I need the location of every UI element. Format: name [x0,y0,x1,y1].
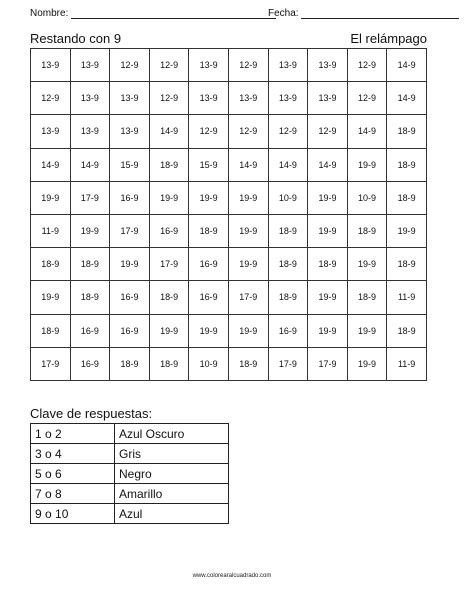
grid-row [31,281,427,314]
grid-cell: 17-9 [31,347,71,380]
grid-cell: 10-9 [268,181,308,214]
answer-key-row [31,504,229,524]
answer-key-row [31,424,229,444]
grid-cell: 17-9 [110,214,150,247]
grid-cell: 16-9 [70,314,110,347]
grid-cell: 17-9 [228,281,268,314]
grid-cell: 19-9 [308,181,348,214]
grid-cell: 10-9 [189,347,229,380]
grid-cell: 19-9 [31,181,71,214]
grid-cell: 18-9 [31,248,71,281]
grid-row [31,148,427,181]
grid-row [31,181,427,214]
grid-cell: 18-9 [70,281,110,314]
grid-cell: 13-9 [228,82,268,115]
grid-cell: 19-9 [387,214,427,247]
grid-cell: 14-9 [387,82,427,115]
grid-cell: 18-9 [31,314,71,347]
grid-cell: 18-9 [387,115,427,148]
answer-key-row [31,464,229,484]
grid-cell: 18-9 [268,248,308,281]
answer-range: 5 o 6 [31,464,115,484]
answer-color: Gris [115,444,229,464]
grid-cell: 18-9 [149,148,189,181]
grid-cell: 19-9 [149,181,189,214]
grid-cell: 19-9 [189,314,229,347]
grid-cell: 16-9 [110,181,150,214]
grid-cell: 18-9 [347,281,387,314]
grid-cell: 14-9 [387,49,427,82]
grid-cell: 12-9 [149,82,189,115]
answer-range: 1 o 2 [31,424,115,444]
grid-cell: 18-9 [149,281,189,314]
grid-cell: 18-9 [228,347,268,380]
grid-cell: 19-9 [228,214,268,247]
fecha-field [268,8,459,19]
grid-cell: 10-9 [347,181,387,214]
answer-color: Negro [115,464,229,484]
grid-cell: 19-9 [228,314,268,347]
grid-cell: 12-9 [308,115,348,148]
grid-cell: 19-9 [31,281,71,314]
grid-cell: 19-9 [110,248,150,281]
grid-cell: 14-9 [268,148,308,181]
fecha-label: Fecha: [268,8,299,19]
answer-range: 9 o 10 [31,504,115,524]
grid-cell: 13-9 [268,49,308,82]
nombre-label: Nombre: [30,8,69,19]
grid-cell: 16-9 [268,314,308,347]
problem-grid [30,48,427,381]
grid-cell: 12-9 [268,115,308,148]
grid-cell: 18-9 [387,181,427,214]
grid-cell: 18-9 [268,214,308,247]
grid-cell: 18-9 [268,281,308,314]
fecha-line [301,8,459,19]
nombre-field [30,8,276,19]
grid-cell: 14-9 [347,115,387,148]
grid-cell: 13-9 [308,49,348,82]
grid-row [31,49,427,82]
grid-row [31,248,427,281]
answer-color: Azul Oscuro [115,424,229,444]
grid-cell: 14-9 [70,148,110,181]
grid-cell: 12-9 [189,115,229,148]
grid-cell: 13-9 [189,82,229,115]
grid-cell: 11-9 [387,347,427,380]
grid-cell: 18-9 [387,248,427,281]
grid-cell: 11-9 [387,281,427,314]
grid-cell: 18-9 [387,148,427,181]
grid-cell: 12-9 [149,49,189,82]
grid-cell: 19-9 [228,248,268,281]
grid-cell: 18-9 [387,314,427,347]
grid-cell: 16-9 [110,281,150,314]
grid-cell: 13-9 [268,82,308,115]
worksheet-subtitle: El relámpago [350,31,427,46]
grid-cell: 15-9 [110,148,150,181]
grid-cell: 19-9 [347,347,387,380]
grid-row [31,115,427,148]
grid-cell: 13-9 [70,49,110,82]
grid-cell: 14-9 [149,115,189,148]
worksheet-title: Restando con 9 [30,31,122,46]
grid-cell: 12-9 [228,49,268,82]
grid-cell: 13-9 [189,49,229,82]
grid-cell: 12-9 [31,82,71,115]
grid-cell: 13-9 [110,115,150,148]
grid-cell: 18-9 [308,248,348,281]
grid-cell: 18-9 [149,347,189,380]
grid-cell: 17-9 [268,347,308,380]
nombre-line [71,8,276,19]
grid-cell: 11-9 [31,214,71,247]
answer-key-title: Clave de respuestas: [30,406,153,421]
grid-cell: 16-9 [110,314,150,347]
grid-cell: 12-9 [228,115,268,148]
grid-cell: 13-9 [70,115,110,148]
grid-cell: 13-9 [70,82,110,115]
grid-cell: 19-9 [228,181,268,214]
grid-cell: 16-9 [149,214,189,247]
answer-key-row [31,444,229,464]
footer-url: www.colorearalcuadrado.com [192,573,272,579]
grid-cell: 17-9 [149,248,189,281]
grid-cell: 19-9 [189,181,229,214]
grid-cell: 15-9 [189,148,229,181]
answer-key-table [30,423,229,524]
grid-cell: 19-9 [347,314,387,347]
grid-cell: 19-9 [308,314,348,347]
grid-cell: 19-9 [149,314,189,347]
grid-cell: 19-9 [308,214,348,247]
grid-cell: 12-9 [347,49,387,82]
grid-cell: 19-9 [308,281,348,314]
grid-cell: 16-9 [189,248,229,281]
grid-cell: 14-9 [228,148,268,181]
grid-cell: 19-9 [70,214,110,247]
grid-cell: 17-9 [70,181,110,214]
grid-cell: 12-9 [347,82,387,115]
grid-cell: 19-9 [347,148,387,181]
grid-cell: 19-9 [347,248,387,281]
grid-cell: 13-9 [31,49,71,82]
grid-row [31,214,427,247]
grid-cell: 17-9 [308,347,348,380]
grid-cell: 18-9 [347,214,387,247]
answer-color: Azul [115,504,229,524]
grid-cell: 12-9 [110,49,150,82]
grid-cell: 16-9 [189,281,229,314]
answer-range: 3 o 4 [31,444,115,464]
grid-cell: 14-9 [31,148,71,181]
grid-cell: 18-9 [70,248,110,281]
grid-row [31,314,427,347]
grid-cell: 13-9 [110,82,150,115]
grid-cell: 13-9 [308,82,348,115]
grid-cell: 16-9 [70,347,110,380]
answer-color: Amarillo [115,484,229,504]
answer-range: 7 o 8 [31,484,115,504]
grid-row [31,82,427,115]
grid-cell: 18-9 [110,347,150,380]
grid-row [31,347,427,380]
grid-cell: 18-9 [189,214,229,247]
answer-key-row [31,484,229,504]
grid-cell: 13-9 [31,115,71,148]
grid-cell: 14-9 [308,148,348,181]
